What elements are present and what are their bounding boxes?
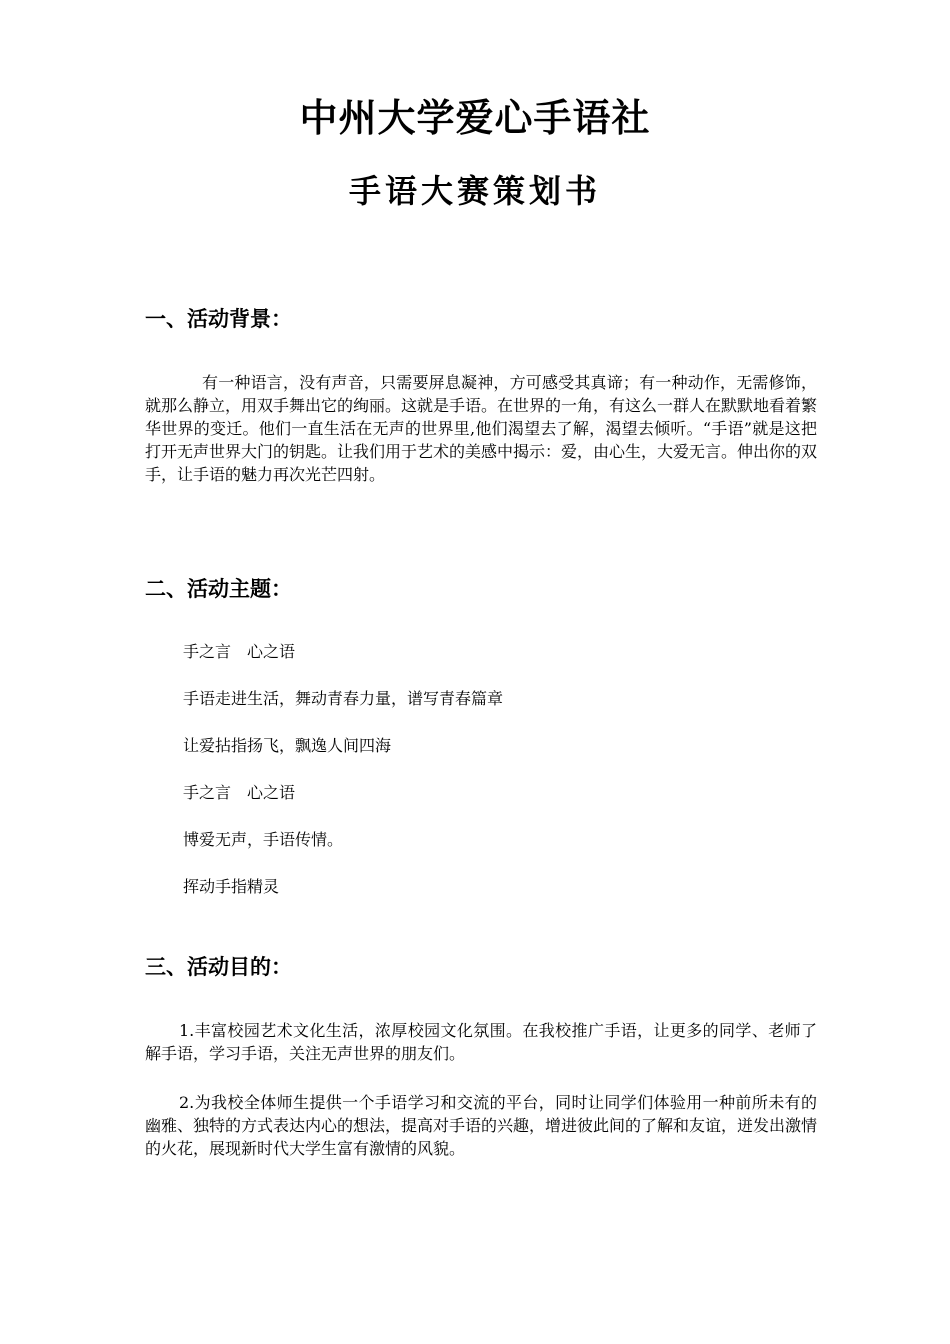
- theme-line: 手之言 心之语: [183, 783, 296, 802]
- document-subtitle: 手语大赛策划书: [348, 172, 601, 210]
- theme-line: 手之言 心之语: [183, 642, 296, 661]
- section-heading-purpose: 三、活动目的：: [145, 955, 292, 979]
- background-paragraph: 有一种语言，没有声音，只需要屏息凝神，方可感受其真谛；有一种动作，无需修饰，就那么静立，用双手舞出它的绚丽。这就是手语。在世界的一角，有这么一群人在默默地看着繁华世界的变迁。他们一直生活在无声的世界里,他们渴望去了解，渴望去倾听。“手语”就是这把打开无声世界大门的钥匙。让我们用于艺术的美感中揭示：爱，由心生，大爱无言。伸出你的双手，让手语的魅力再次光芒四射。: [145, 373, 818, 484]
- section-heading-background: 一、活动背景：: [145, 307, 292, 331]
- theme-line: 手语走进生活，舞动青春力量，谱写青春篇章: [183, 689, 504, 708]
- theme-line: 让爱拈指扬飞，飘逸人间四海: [183, 736, 392, 755]
- purpose-item-2: 2.为我校全体师生提供一个手语学习和交流的平台，同时让同学们体验用一种前所未有的幽雅、独特的方式表达内心的想法，提高对手语的兴趣，增进彼此间的了解和友谊，迸发出激情的火花，展现新时代大学生富有激情的风貌。: [145, 1093, 818, 1158]
- theme-line: 挥动手指精灵: [183, 877, 280, 896]
- theme-line: 博爱无声，手语传情。: [183, 830, 344, 849]
- purpose-item-1: 1.丰富校园艺术文化生活，浓厚校园文化氛围。在我校推广手语，让更多的同学、老师了解手语，学习手语，关注无声世界的朋友们。: [145, 1021, 817, 1063]
- document-title: 中州大学爱心手语社: [299, 96, 651, 140]
- section-heading-theme: 二、活动主题：: [145, 577, 292, 601]
